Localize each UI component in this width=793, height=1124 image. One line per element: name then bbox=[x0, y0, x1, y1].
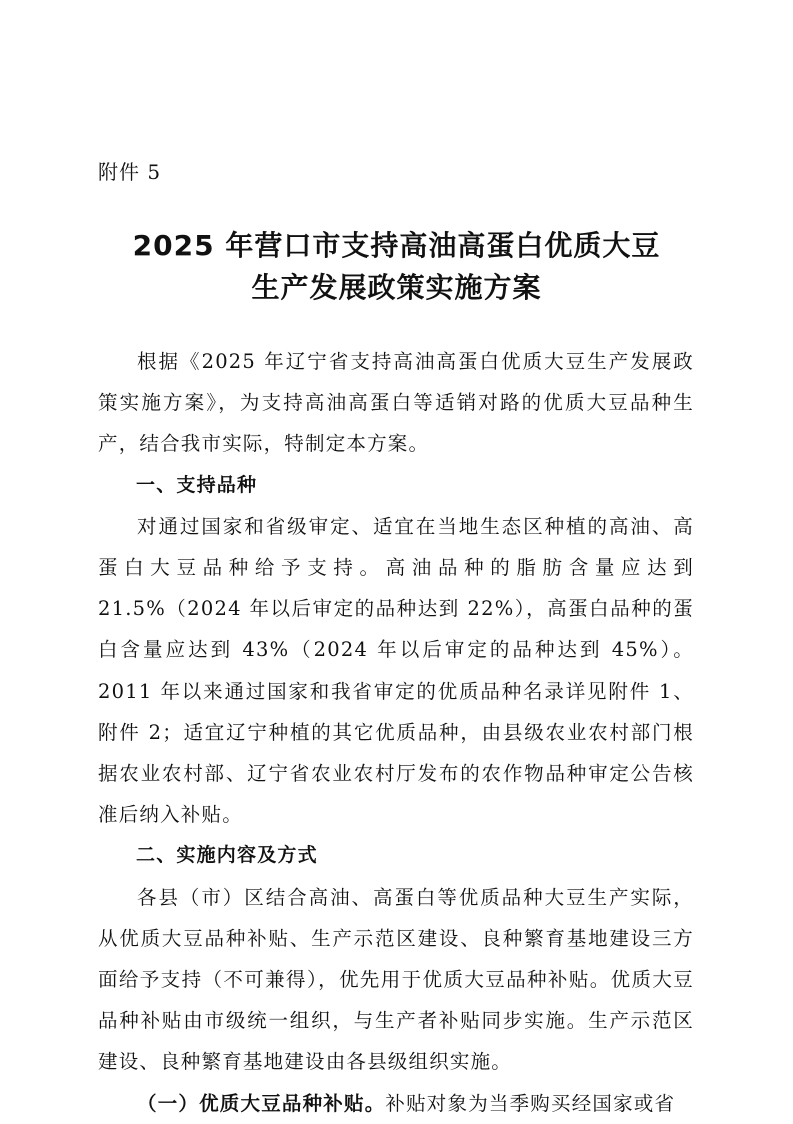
section-2-heading: 二、实施内容及方式 bbox=[136, 844, 318, 867]
subsection-1-text: 补贴对象为当季购买经国家或省 bbox=[385, 1091, 676, 1115]
section-2-paragraph: 各县（市）区结合高油、高蛋白等优质品种大豆生产实际，从优质大豆品种补贴、生产示范区建设、良种繁育基地建设三方面给予支持（不可兼得），优先用于优质大豆品种补贴。优质大豆品种补贴由市级统一组织，与生产者补贴同步实施。生产示范区建设、良种繁育基地建设由各县级组织实施。 bbox=[98, 885, 694, 1074]
section-1-paragraph: 对通过国家和省级审定、适宜在当地生态区种植的高油、高蛋白大豆品种给予支持。高油品种的脂肪含量应达到 21.5%（2024 年以后审定的品种达到 22%），高蛋白品种的蛋白含量应达到 43%（2024 年以后审定的品种达到 45%）。2011 年以来通过国家和我省审定的优质品种名录详见附件 1、附件 2；适宜辽宁种植的其它优质品种，由县级农业农村部门根据农业农村部、辽宁省农业农村厅发布的农作物品种审定公告核准后纳入补贴。 bbox=[98, 514, 694, 827]
attachment-label: 附件 5 bbox=[98, 160, 162, 184]
section-1-heading: 一、支持品种 bbox=[136, 473, 258, 496]
subsection-1-paragraph bbox=[98, 1083, 694, 1124]
document-title-line-1: 2025 年营口市支持高油高蛋白优质大豆 bbox=[132, 229, 661, 262]
subsection-1-lead: （一）优质大豆品种补贴。 bbox=[137, 1091, 386, 1115]
intro-paragraph: 根据《2025 年辽宁省支持高油高蛋白优质大豆生产发展政策实施方案》，为支持高油高蛋白等适销对路的优质大豆品种生产，结合我市实际，特制定本方案。 bbox=[98, 350, 694, 456]
document-body bbox=[98, 341, 694, 1124]
document-title-line-2: 生产发展政策实施方案 bbox=[251, 271, 542, 304]
